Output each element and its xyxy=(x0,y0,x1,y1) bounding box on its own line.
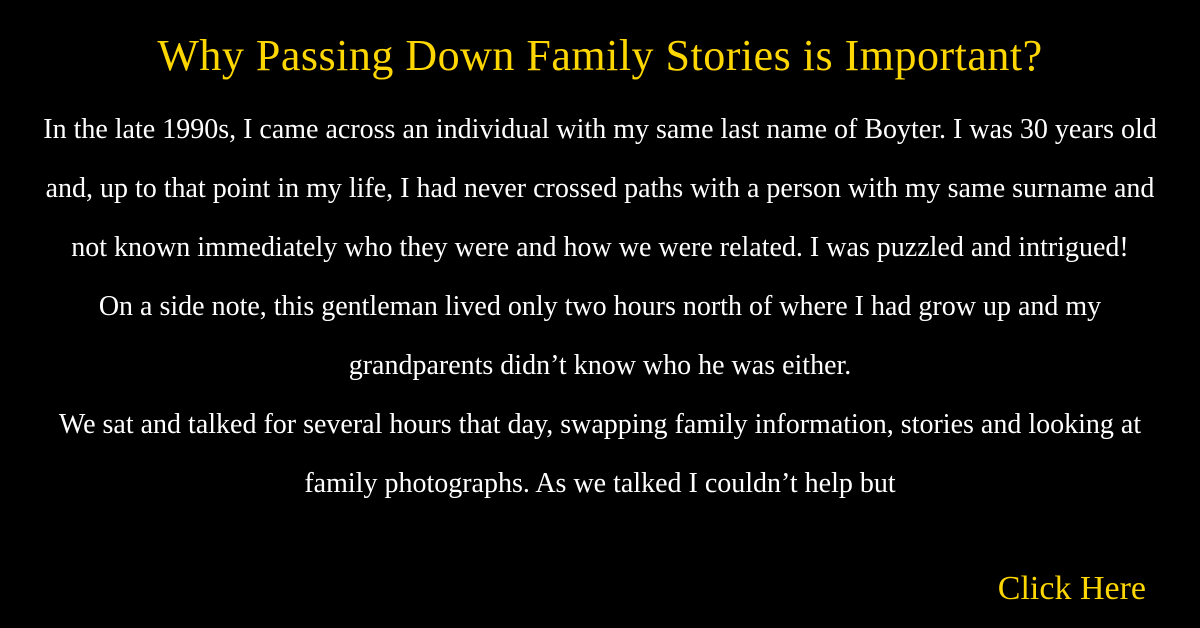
click-here-link[interactable]: Click Here xyxy=(997,570,1146,607)
page-title: Why Passing Down Family Stories is Important? xyxy=(157,31,1043,80)
story-paragraph-1: In the late 1990s, I came across an individual with my same last name of Boyter. I was 30 years old and, up to that point in my life, I had never crossed paths with a person with my same surname and not known immediately who they were and how we were related. I was puzzled and intrigued! xyxy=(43,114,1157,263)
story-body xyxy=(40,100,1160,513)
story-paragraph-2: On a side note, this gentleman lived only two hours north of where I had grow up and my grandparents didn’t know who he was either. xyxy=(98,291,1102,381)
story-paragraph-3: We sat and talked for several hours that day, swapping family information, stories and looking at family photographs. As we talked I couldn’t help but xyxy=(58,409,1142,499)
